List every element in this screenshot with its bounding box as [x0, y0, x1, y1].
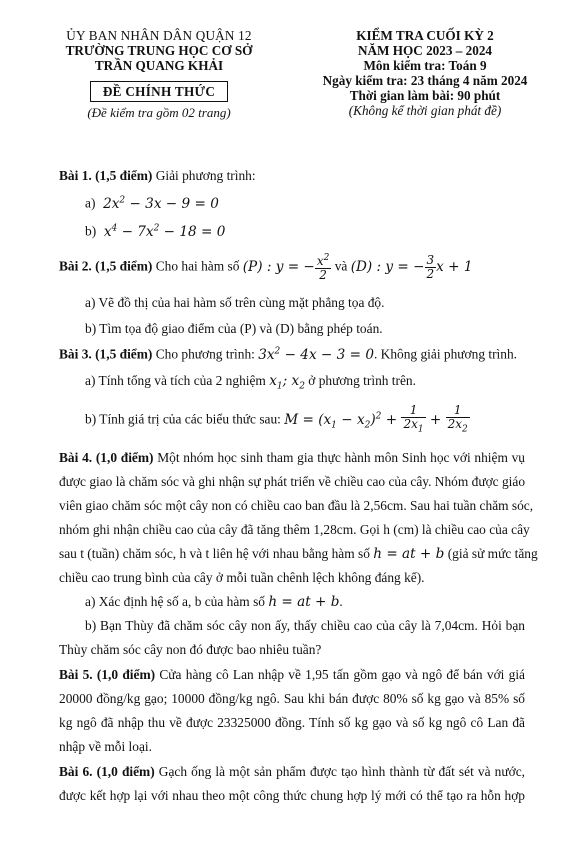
bai3-text2: . Không giải phương trình. [373, 346, 518, 362]
bai1-a-equation: $2x^2 - 3x - 9 = 0$ [98, 195, 219, 212]
bai1-b-equation: $x^4 - 7x^2 - 18 = 0$ [99, 223, 226, 240]
bai6-text1: Gạch ống là một sản phẩm được tạo hình thành từ đất sét và nước, [154, 764, 526, 779]
bai5-line3: kg ngô đã nhập thu về được 23325000 đồng. Tính số kg gạo và số kg ngô cô Lan đã [59, 715, 525, 730]
bai4-function: h = at + b [373, 546, 445, 562]
bai3-equation: $3x^2 - 4x - 3 = 0$ [258, 346, 374, 363]
bai3-text: Cho phương trình: [152, 346, 259, 362]
bai1-heading [59, 168, 256, 184]
bai1-title: Bài 1. (1,5 điểm) [59, 168, 153, 183]
bai4-line4: nhóm ghi nhận chiều cao của cây đã tăng thêm 1,28cm. Gọi h (cm) là chiều cao của cây [59, 522, 530, 537]
exam-date: Ngày kiểm tra: 23 tháng 4 năm 2024 [322, 73, 528, 88]
bai1-a-label: a) [85, 195, 96, 211]
bai5-line1 [59, 667, 525, 683]
bai3-a-post: ở phương trình trên. [304, 373, 416, 388]
subject: Môn kiểm tra: Toán 9 [363, 58, 487, 73]
bai4-title: Bài 4. (1,0 điểm) [59, 450, 154, 465]
bai4-a-post: . [339, 594, 343, 609]
school-name-line2: TRẦN QUANG KHẢI [94, 58, 224, 73]
bai6-line2: được kết hợp lại với nhau theo một công thức chung hợp lý mới có thể tạo ra hỗn hợp [59, 788, 525, 803]
bai4-line2: được giao là chăm sóc và ghi nhận sự phát triển về chiều cao của cây. Nhóm được giáo [59, 474, 526, 489]
district-name: ỦY BAN NHÂN DÂN QUẬN 12 [66, 28, 252, 43]
bai3-a-pre: a) Tính tổng và tích của 2 nghiệm [85, 373, 270, 388]
bai6-line1 [59, 764, 525, 780]
exam-duration: Thời gian làm bài: 90 phút [349, 88, 501, 103]
bai5-line2: 20000 đồng/kg gạo; 10000 đồng/kg ngô. Sau khi bán được 80% số kg gạo và 85% số [59, 691, 525, 706]
bai4-text1: Một nhóm học sinh tham gia thực hành môn Sinh học với nhiệm vụ [153, 450, 525, 465]
bai4-line1 [59, 450, 525, 466]
bai4-a-pre: a) Xác định hệ số a, b của hàm số [85, 594, 269, 609]
bai4-a [85, 594, 343, 610]
bai1-b [85, 223, 225, 240]
bai4-line6: chiều cao trung bình của cây ở mỗi tuần chênh lệch không đáng kể). [59, 570, 425, 585]
bai1-a [85, 195, 219, 212]
bai3-a-roots: $x_1$; $x_2$ [269, 373, 305, 392]
school-header [40, 28, 278, 120]
exam-title: KIỂM TRA CUỐI KỲ 2 [356, 28, 494, 43]
pages-note: (Đề kiểm tra gồm 02 trang) [87, 105, 231, 120]
bai2-and: và [331, 258, 351, 274]
bai4-text5c: (giả sử mức tăng [444, 546, 538, 561]
bai1-b-label: b) [85, 223, 97, 239]
bai4-text5a: sau t (tuần) chăm sóc, h và t liên hệ với nhau bằng hàm số [59, 546, 374, 561]
bai4-b-line2: Thùy chăm sóc cây non đó được bao nhiêu tuần? [59, 642, 322, 657]
bai1-text: Giải phương trình: [152, 168, 256, 183]
bai2-text: Cho hai hàm số [152, 258, 243, 274]
school-name-line1: TRƯỜNG TRUNG HỌC CƠ SỞ [65, 43, 253, 58]
bai4-a-function: h = at + b [268, 594, 340, 610]
school-year: NĂM HỌC 2023 – 2024 [357, 43, 493, 58]
bai2-function-d: (D) : y = − $\frac{3}{2}$ x + 1 [350, 252, 473, 281]
bai3-a [85, 373, 416, 392]
official-exam-badge: ĐỀ CHÍNH THỨC [90, 81, 228, 102]
bai5-title: Bài 5. (1,0 điểm) [59, 667, 156, 682]
bai2-heading [59, 252, 473, 282]
bai6-title: Bài 6. (1,0 điểm) [59, 764, 155, 779]
bai2-b: b) Tìm tọa độ giao điểm của (P) và (D) bằng phép toán. [85, 321, 383, 336]
bai2-a: a) Vẽ đồ thị của hai hàm số trên cùng mặt phẳng tọa độ. [85, 295, 385, 310]
bai3-b-expression: $M = (x_1 - x_2)^2$ + $\frac{1}{2x_1}$ + $\frac{1}{2x_2}$ [284, 403, 468, 435]
bai4-line5 [59, 546, 538, 562]
bai3-b [85, 404, 470, 436]
bai4-b-line1: b) Bạn Thùy đã chăm sóc cây non ấy, thấy chiều cao của cây là 7,04cm. Hỏi bạn [85, 618, 525, 633]
bai5-line4: nhập về mỗi loại. [59, 739, 152, 754]
bai2-function-p: (P) : y = − $\frac{x^2}{2}$ [242, 253, 330, 282]
duration-note: (Không kể thời gian phát đề) [348, 103, 502, 118]
bai5-text1: Cửa hàng cô Lan nhập về 1,95 tấn gồm gạo và ngô để bán với giá [155, 667, 525, 682]
bai4-line3: viên giao chăm sóc một cây non có chiều cao ban đầu là 2,56cm. Sau hai tuần chăm sóc, [59, 498, 534, 513]
bai3-heading [59, 346, 517, 363]
bai3-b-pre: b) Tính giá trị của các biểu thức sau: [85, 411, 285, 427]
exam-info-header [290, 28, 560, 118]
bai3-title: Bài 3. (1,5 điểm) [59, 346, 153, 362]
bai2-title: Bài 2. (1,5 điểm) [59, 258, 153, 274]
